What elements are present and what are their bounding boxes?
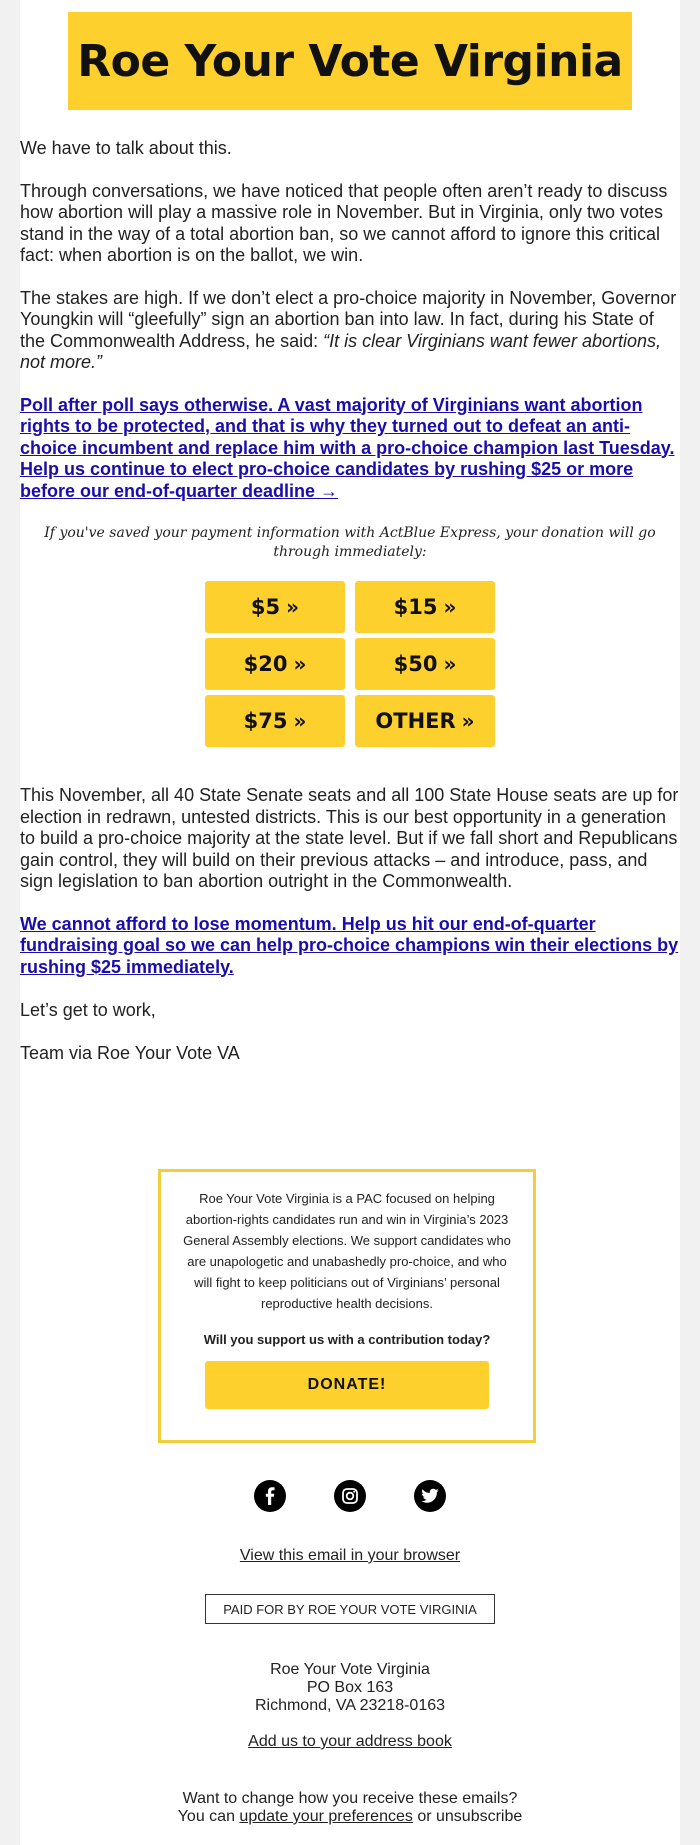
prefs-you-can: You can [177, 1808, 235, 1825]
donate-15-button[interactable] [355, 581, 495, 633]
poll-donate-link[interactable]: Poll after poll says otherwise. A vast majority of Virginians want abortion rights to be protected, and that is why they turned out to defeat an anti-choice incumbent and replace him with a pro-choice champion last Tuesday. Help us continue to elect pro-choice candidates by rushing $25 or more before our end-of-quarter deadline → [20, 394, 675, 501]
paid-for-disclaimer: PAID FOR BY ROE YOUR VOTE VIRGINIA [205, 1594, 495, 1624]
momentum-link-paragraph [20, 914, 680, 979]
paragraph-november: This November, all 40 State Senate seats and all 100 State House seats are up for election in redrawn, untested districts. This is our best opportunity in a generation to build a pro-choice majority at the state level. But if we fall short and Republicans gain control, they will build on their previous attacks – and introduce, pass, and sign legislation to ban abortion outright in the Commonwealth. [20, 785, 679, 891]
social-links [20, 1480, 680, 1512]
donate-other-button[interactable] [355, 695, 495, 747]
paragraph-stakes [20, 288, 680, 374]
facebook-icon[interactable] [254, 1480, 286, 1512]
address-line-2: PO Box 163 [306, 1679, 394, 1696]
address-line-3: Richmond, VA 23218-0163 [254, 1697, 446, 1714]
donate-5-button[interactable] [205, 581, 345, 633]
donate-75-button[interactable] [205, 695, 345, 747]
prefs-line-1: Want to change how you receive these emails? [182, 1790, 518, 1807]
chevron-right-icon: » [443, 595, 457, 619]
signoff: Let’s get to work, [20, 1000, 156, 1020]
twitter-icon[interactable] [414, 1480, 446, 1512]
view-in-browser-link[interactable]: View this email in your browser [239, 1547, 461, 1564]
email-content [20, 138, 680, 1085]
view-in-browser [20, 1547, 680, 1565]
signature: Team via Roe Your Vote VA [20, 1042, 240, 1063]
add-address-book-link[interactable]: Add us to your address book [248, 1733, 452, 1750]
prefs-line-2 [20, 1808, 680, 1826]
header-title: Roe Your Vote Virginia [77, 35, 623, 87]
instagram-icon[interactable] [334, 1480, 366, 1512]
address-book [20, 1733, 680, 1751]
paragraph-intro: We have to talk about this. [20, 138, 232, 158]
address-line-1: Roe Your Vote Virginia [270, 1661, 430, 1678]
donate-50-label: $50 [393, 652, 438, 676]
donate-other-label: OTHER [375, 709, 456, 733]
pac-info-box [158, 1169, 536, 1443]
donate-50-button[interactable] [355, 638, 495, 690]
update-preferences-link[interactable]: update your preferences [239, 1808, 413, 1825]
donate-button[interactable]: DONATE! [205, 1361, 489, 1409]
header-banner [68, 12, 632, 110]
paragraph-stakes-text: The stakes are high. If we don’t elect a pro-choice majority in November, Governor Youngkin will “gleefully” sign an abortion ban into law. In fact, during his State of the Commonwealth Address, he said: [20, 287, 677, 351]
prefs-unsubscribe-text: or unsubscribe [417, 1808, 523, 1825]
paragraph-conversations: Through conversations, we have noticed that people often aren’t ready to discuss how abortion will play a massive role in November. But in Virginia, only two votes stand in the way of a total abortion ban, so we cannot afford to ignore this critical fact: when abortion is on the ballot, we win. [20, 180, 668, 265]
chevron-right-icon: » [461, 709, 475, 733]
pac-description: Roe Your Vote Virginia is a PAC focused on helping abortion-rights candidates run and win in Virginia’s 2023 General Assembly elections. We support candidates who are unapologetic and unabashedly pro-choice, and who will fight to keep politicians out of Virginians’ personal reproductive health decisions. [183, 1191, 511, 1311]
donate-5-label: $5 [250, 595, 281, 619]
donate-75-label: $75 [243, 709, 288, 733]
donation-amount-grid [20, 581, 680, 747]
poll-link-paragraph [20, 395, 680, 503]
chevron-right-icon: » [293, 652, 307, 676]
youngkin-quote: “It is clear Virginians want fewer abortions, not more.” [20, 330, 661, 372]
donate-20-label: $20 [243, 652, 288, 676]
momentum-donate-link[interactable]: We cannot afford to lose momentum. Help us hit our end-of-quarter fundraising goal so we can help pro-choice champions win their elections by rushing $25 immediately. [20, 913, 679, 977]
donate-20-button[interactable] [205, 638, 345, 690]
chevron-right-icon: » [443, 652, 457, 676]
actblue-note: If you've saved your payment information with ActBlue Express, your donation will go through immediately: [44, 525, 656, 560]
email-preferences [20, 1790, 680, 1826]
chevron-right-icon: » [293, 709, 307, 733]
donate-15-label: $15 [393, 595, 438, 619]
chevron-right-icon: » [286, 595, 300, 619]
mailing-address [20, 1661, 680, 1715]
contribution-ask: Will you support us with a contribution today? [203, 1332, 491, 1347]
email-body [20, 0, 680, 1845]
